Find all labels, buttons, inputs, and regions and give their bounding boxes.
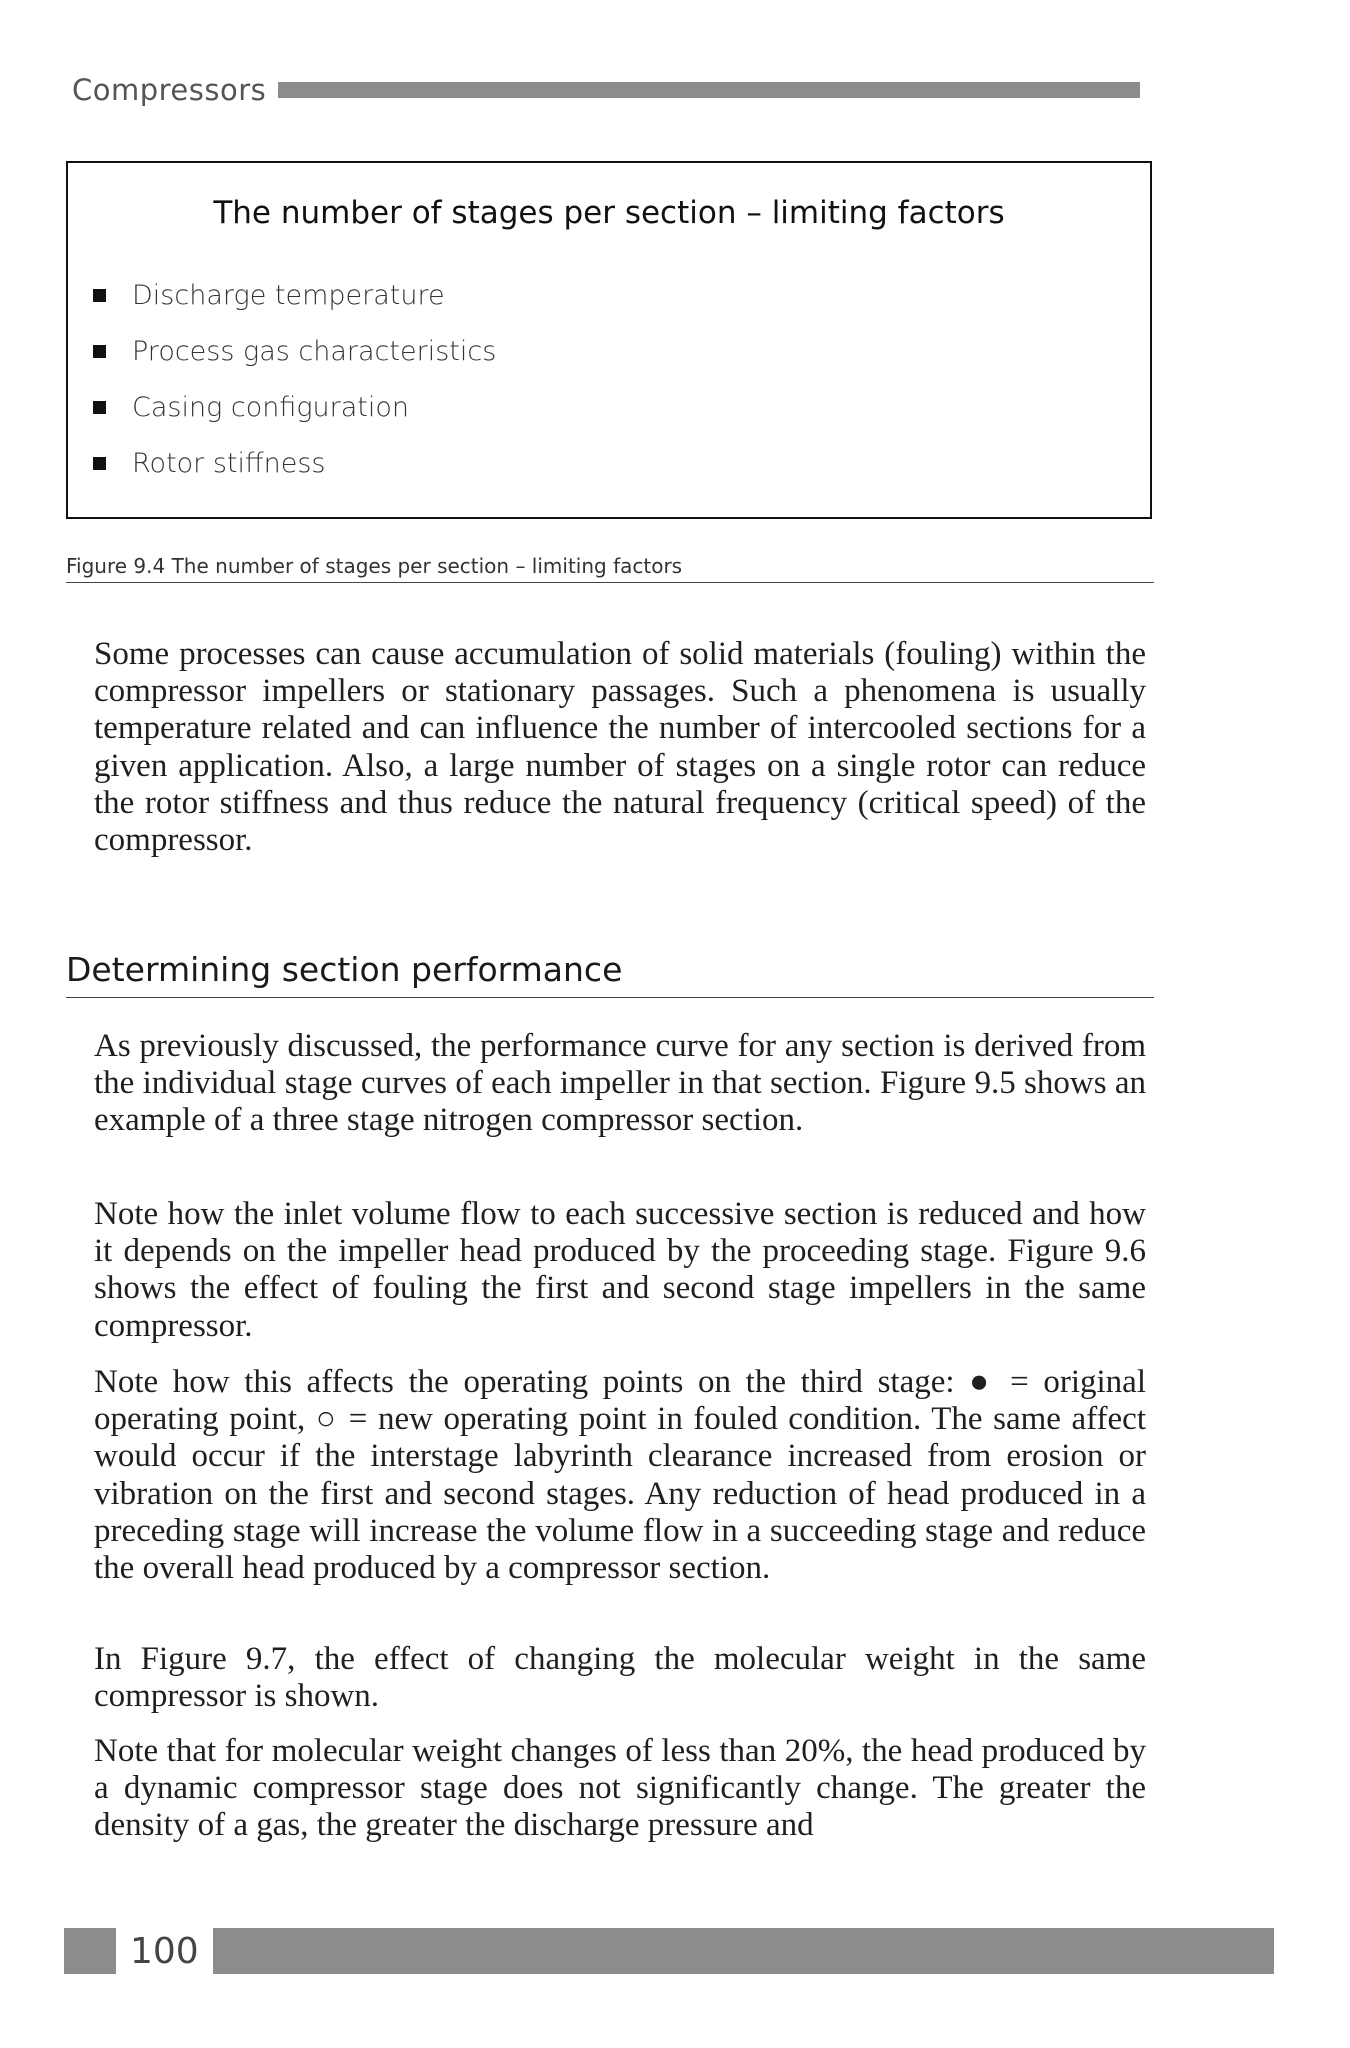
running-header [72, 70, 1140, 110]
section-heading: Determining section performance [66, 950, 1154, 998]
footer-rule [213, 1928, 1274, 1974]
list-item-text: Process gas characteristics [132, 335, 497, 367]
list-item-text: Rotor stiffness [132, 447, 326, 479]
body-paragraph: Note how this affects the operating points on the third stage: ● = original operating point, ○ = new operating point in fouled condition. The same affect would occur if the interstage labyrinth clearance increased from erosion or vibration on the first and second stages. Any reduction of head produced in a preceding stage will increase the volume flow in a succeeding stage and reduce the overall head produced by a compressor section. [94, 1364, 1146, 1587]
page-footer [64, 1928, 1274, 1974]
list-item-text: Casing configuration [132, 391, 410, 423]
body-paragraph: Note how the inlet volume flow to each successive section is reduced and how it depends on the impeller head produced by the proceeding stage. Figure 9.6 shows the effect of fouling the first and second stage impellers in the same compressor. [94, 1196, 1146, 1344]
body-paragraph: Some processes can cause accumulation of solid materials (fouling) within the compressor impellers or stationary passages. Such a phenomena is usually temperature related and can influence the number of intercooled sections for a given application. Also, a large number of stages on a single rotor can reduce the rotor stiffness and thus reduce the natural frequency (critical speed) of the compressor. [94, 636, 1146, 859]
square-bullet-icon [93, 457, 106, 470]
header-rule [278, 82, 1140, 98]
factor-list [93, 267, 496, 491]
list-item [93, 323, 496, 379]
list-item [93, 379, 496, 435]
page-number: 100 [130, 1930, 199, 1972]
body-paragraph: In Figure 9.7, the effect of changing the molecular weight in the same compressor is shown. [94, 1641, 1146, 1715]
figure-box-title: The number of stages per section – limiting factors [213, 195, 1005, 231]
running-title: Compressors [72, 73, 267, 107]
list-item [93, 267, 496, 323]
body-paragraph: Note that for molecular weight changes of less than 20%, the head produced by a dynamic compressor stage does not significantly change. The greater the density of a gas, the greater the discharge pressure and [94, 1733, 1146, 1844]
figure-box [66, 161, 1152, 519]
footer-block [64, 1928, 116, 1974]
body-paragraph: As previously discussed, the performance curve for any section is derived from the individual stage curves of each impeller in that section. Figure 9.5 shows an example of a three stage nitrogen compressor section. [94, 1028, 1146, 1139]
list-item [93, 435, 496, 491]
square-bullet-icon [93, 401, 106, 414]
figure-caption: Figure 9.4 The number of stages per section – limiting factors [66, 554, 1154, 583]
square-bullet-icon [93, 289, 106, 302]
square-bullet-icon [93, 345, 106, 358]
list-item-text: Discharge temperature [132, 279, 445, 311]
